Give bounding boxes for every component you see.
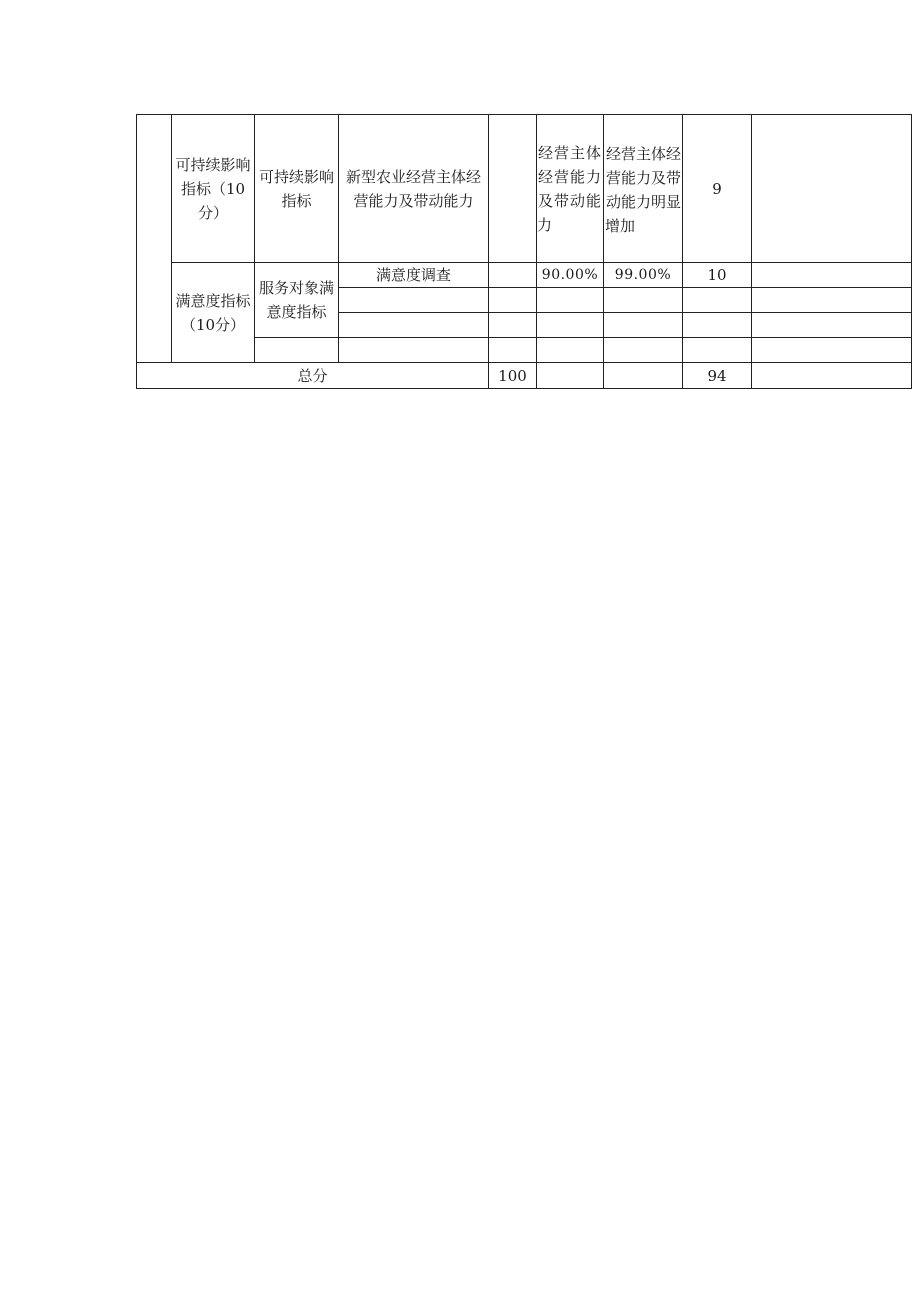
tertiary-indicator-satisfaction: 满意度调查 [339,263,489,288]
table-row-sustainability [137,115,912,263]
primary-indicator-sustainability: 可持续影响指标（10分） [172,115,255,263]
table-row-satisfaction [137,263,912,288]
remarks-cell-empty [752,288,912,313]
total-label: 总分 [137,363,489,389]
weight-cell-satisfaction [489,263,537,288]
target-value-satisfaction: 90.00% [537,263,604,288]
secondary-indicator-empty [255,338,339,363]
weight-cell-empty [489,288,537,313]
score-cell-sustainability: 9 [683,115,752,263]
first-level-indicator-cell [137,115,172,363]
tertiary-indicator-empty [339,313,489,338]
actual-value-sustainability: 经营主体经营能力及带动能力明显增加 [604,115,683,263]
target-value-empty [537,288,604,313]
tertiary-indicator-sustainability: 新型农业经营主体经营能力及带动能力 [339,115,489,263]
actual-value-empty [604,338,683,363]
total-weight: 100 [489,363,537,389]
table-row-total [137,363,912,389]
tertiary-indicator-empty [339,338,489,363]
secondary-indicator-sustainability: 可持续影响指标 [255,115,339,263]
remarks-cell-empty [752,338,912,363]
primary-indicator-satisfaction: 满意度指标（10分） [172,263,255,363]
remarks-cell-empty [752,313,912,338]
weight-cell-empty [489,338,537,363]
performance-score-table [136,114,912,389]
weight-cell-empty [489,313,537,338]
actual-value-satisfaction: 99.00% [604,263,683,288]
target-value-sustainability: 经营主体经营能力及带动能力 [537,115,604,263]
total-score: 94 [683,363,752,389]
score-cell-empty [683,288,752,313]
secondary-indicator-satisfaction: 服务对象满意度指标 [255,263,339,338]
actual-value-empty [604,313,683,338]
target-value-empty [537,313,604,338]
performance-evaluation-sheet [136,114,912,389]
remarks-cell-sustainability [752,115,912,263]
actual-value-empty [604,288,683,313]
total-target-value [537,363,604,389]
remarks-cell-satisfaction [752,263,912,288]
score-cell-empty [683,313,752,338]
target-value-empty [537,338,604,363]
total-actual-value [604,363,683,389]
total-remarks [752,363,912,389]
score-cell-satisfaction: 10 [683,263,752,288]
weight-cell-sustainability [489,115,537,263]
score-cell-empty [683,338,752,363]
tertiary-indicator-empty [339,288,489,313]
